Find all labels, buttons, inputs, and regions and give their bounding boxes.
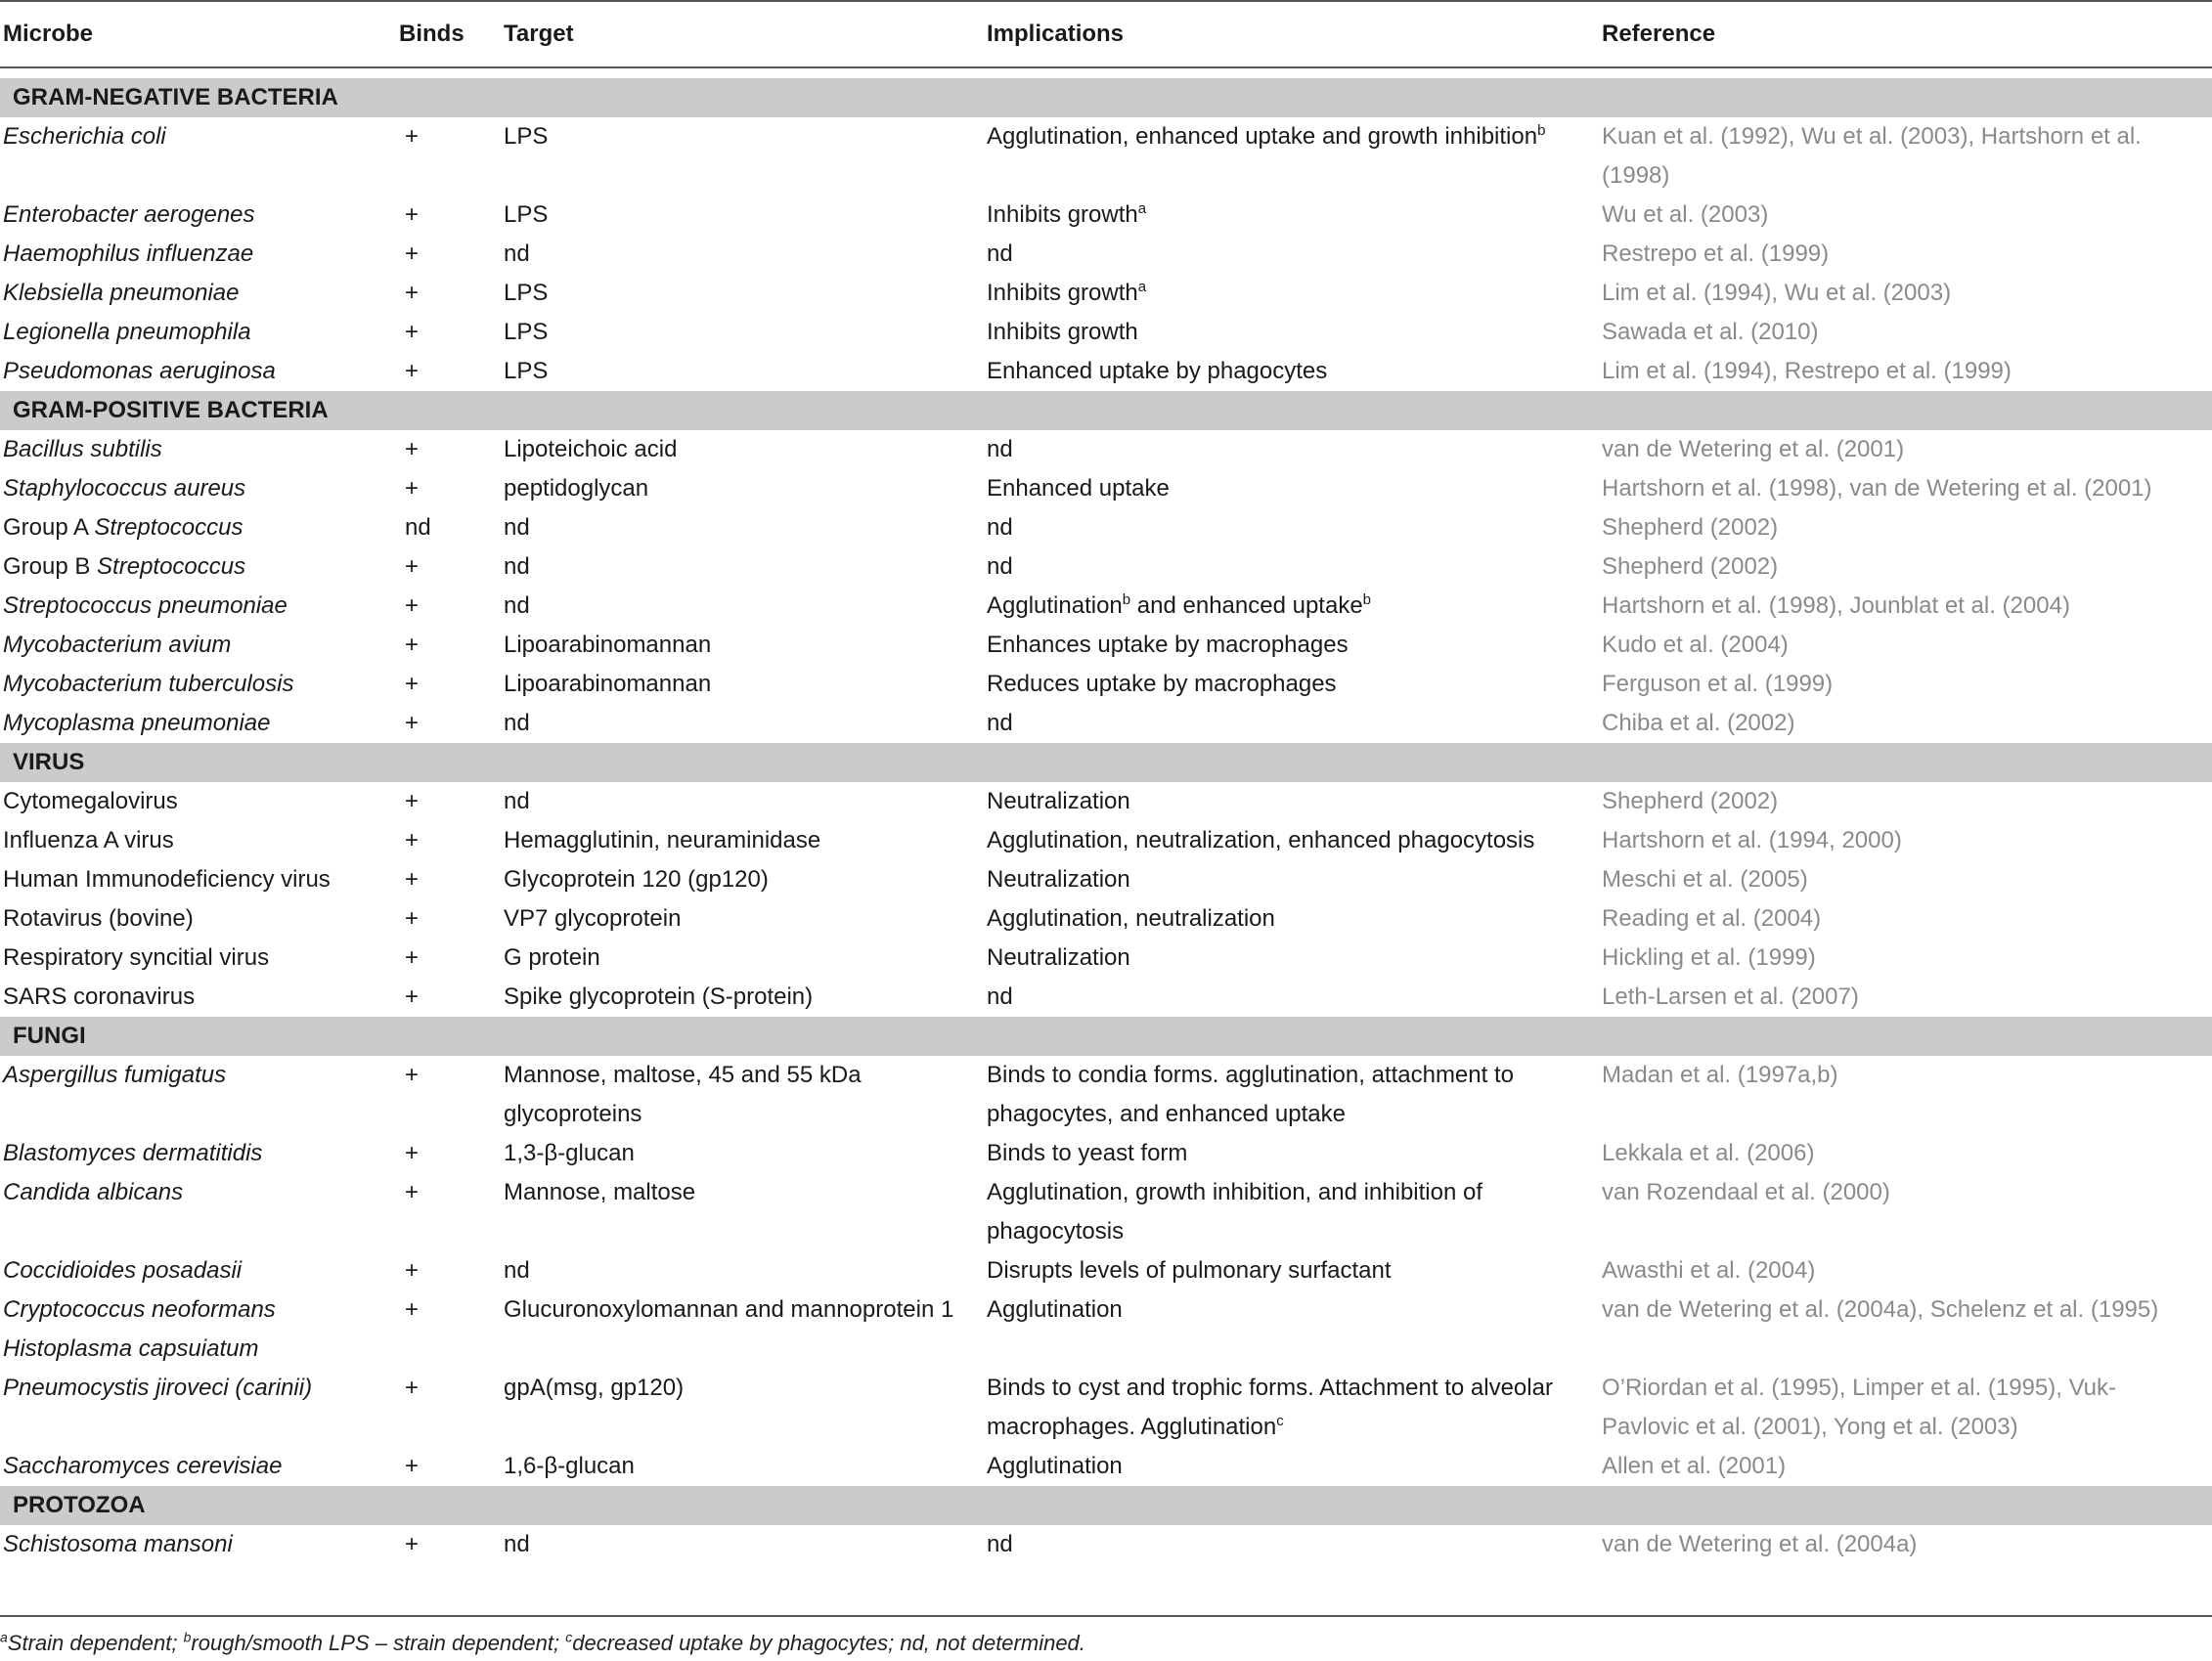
cell-binds: +: [405, 240, 420, 267]
table-row: [0, 1369, 2212, 1447]
section-title: PROTOZOA: [0, 1486, 2212, 1525]
cell-target: [504, 1173, 987, 1251]
italic-text: Bacillus subtilis: [3, 436, 162, 462]
cell-target: [504, 1369, 987, 1447]
cell-reference: Ferguson et al. (1999): [1602, 671, 1834, 697]
table-row: [0, 939, 2212, 978]
footnote-marker: b: [1362, 591, 1372, 608]
cell-reference: O’Riordan et al. (1995), Limper et al. (1995), Vuk-Pavlovic et al. (2001), Yong et al. (2003): [1602, 1375, 2117, 1440]
cell-implications: [987, 117, 1602, 196]
cell-implications: [987, 1369, 1602, 1447]
text-run: Enhanced uptake: [987, 475, 1170, 502]
cell-implications: [987, 665, 1602, 704]
cell-target: [504, 704, 987, 743]
text-run: nd: [504, 592, 530, 619]
text-run: nd: [987, 436, 1013, 462]
cell-reference: Madan et al. (1997a,b): [1602, 1062, 1838, 1088]
cell-implications: [987, 704, 1602, 743]
text-run: Cytomegalovirus: [3, 788, 178, 814]
text-run: Agglutination: [987, 592, 1123, 619]
cell-reference: Hartshorn et al. (1994, 2000): [1602, 827, 1902, 853]
table-row: [0, 352, 2212, 391]
table-row: [0, 704, 2212, 743]
text-run: nd: [504, 788, 530, 814]
table-row: [0, 821, 2212, 860]
italic-text: Legionella pneumophila: [3, 319, 251, 345]
cell-target: [504, 821, 987, 860]
text-run: nd: [504, 710, 530, 736]
table-bottom-rule: [0, 1615, 2212, 1617]
table-header: [0, 1, 2212, 67]
text-run: peptidoglycan: [504, 475, 649, 502]
italic-text: Mycobacterium avium: [3, 632, 232, 658]
header-binds: Binds: [399, 1, 504, 67]
table-row: [0, 1290, 2212, 1369]
table-row: [0, 860, 2212, 899]
footnote-marker: c: [1276, 1413, 1284, 1429]
section-header-row: [0, 743, 2212, 782]
cell-microbe: [0, 899, 399, 939]
italic-text: Aspergillus fumigatus: [3, 1062, 227, 1088]
cell-binds: +: [405, 319, 420, 345]
text-run: Rotavirus (bovine): [3, 905, 194, 932]
cell-microbe: [0, 782, 399, 821]
section-header-row: [0, 78, 2212, 117]
cell-reference: Awasthi et al. (2004): [1602, 1257, 1816, 1284]
cell-implications: [987, 1447, 1602, 1486]
cell-reference: Kuan et al. (1992), Wu et al. (2003), Hartshorn et al. (1998): [1602, 123, 2142, 189]
text-run: Human Immunodeficiency virus: [3, 866, 331, 893]
cell-binds: +: [405, 553, 420, 580]
cell-implications: [987, 196, 1602, 235]
cell-microbe: [0, 196, 399, 235]
text-run: Lipoarabinomannan: [504, 632, 712, 658]
text-run: nd: [504, 514, 530, 541]
cell-microbe: [0, 860, 399, 899]
cell-microbe: [0, 1447, 399, 1486]
text-run: nd: [987, 983, 1013, 1010]
cell-implications: [987, 235, 1602, 274]
cell-implications: [987, 469, 1602, 508]
text-run: Inhibits growth: [987, 201, 1138, 228]
cell-microbe: [0, 665, 399, 704]
cell-reference: van Rozendaal et al. (2000): [1602, 1179, 1890, 1205]
text-run: Mannose, maltose, 45 and 55 kDa glycoproteins: [504, 1062, 862, 1127]
cell-reference: Wu et al. (2003): [1602, 201, 1769, 228]
cell-target: [504, 547, 987, 587]
cell-target: [504, 626, 987, 665]
table-row: [0, 547, 2212, 587]
cell-microbe: [0, 1251, 399, 1290]
text-run: Agglutination: [987, 1453, 1123, 1479]
table-row: [0, 1525, 2212, 1564]
text-run: Respiratory syncitial virus: [3, 944, 270, 971]
header-target: Target: [504, 1, 987, 67]
cell-implications: [987, 626, 1602, 665]
cell-implications: [987, 782, 1602, 821]
cell-implications: [987, 1251, 1602, 1290]
table-row: [0, 1251, 2212, 1290]
italic-text: Candida albicans: [3, 1179, 184, 1205]
header-implications: Implications: [987, 1, 1602, 67]
cell-microbe: [0, 1525, 399, 1564]
text-run: LPS: [504, 123, 549, 150]
cell-microbe: [0, 313, 399, 352]
cell-microbe: [0, 939, 399, 978]
cell-binds: +: [405, 866, 420, 893]
italic-text: Blastomyces dermatitidis: [3, 1140, 263, 1166]
cell-binds: +: [405, 632, 420, 658]
cell-microbe: [0, 587, 399, 626]
italic-text: Schistosoma mansoni: [3, 1531, 233, 1557]
cell-target: [504, 899, 987, 939]
cell-implications: [987, 352, 1602, 391]
cell-microbe: [0, 821, 399, 860]
cell-target: [504, 1447, 987, 1486]
cell-reference: Chiba et al. (2002): [1602, 710, 1795, 736]
cell-reference: Kudo et al. (2004): [1602, 632, 1789, 658]
cell-reference: Meschi et al. (2005): [1602, 866, 1808, 893]
cell-implications: [987, 1173, 1602, 1251]
cell-binds: +: [405, 944, 420, 971]
cell-target: [504, 469, 987, 508]
table-row: [0, 665, 2212, 704]
text-run: nd: [504, 553, 530, 580]
italic-text: Coccidioides posadasii: [3, 1257, 243, 1284]
text-run: nd: [504, 1531, 530, 1557]
cell-reference: van de Wetering et al. (2004a), Schelenz et al. (1995): [1602, 1296, 2159, 1323]
cell-target: [504, 860, 987, 899]
table-row: [0, 117, 2212, 196]
cell-binds: +: [405, 201, 420, 228]
table-row: [0, 1134, 2212, 1173]
table-row: [0, 782, 2212, 821]
cell-microbe: [0, 1173, 399, 1251]
cell-target: [504, 508, 987, 547]
cell-reference: Hickling et al. (1999): [1602, 944, 1816, 971]
text-run: LPS: [504, 319, 549, 345]
cell-target: [504, 235, 987, 274]
table-row: [0, 587, 2212, 626]
cell-binds: +: [405, 123, 420, 150]
cell-microbe: [0, 117, 399, 196]
text-run: Neutralization: [987, 788, 1130, 814]
text-run: Glucuronoxylomannan and mannoprotein 1: [504, 1296, 954, 1323]
cell-microbe: [0, 1290, 399, 1369]
cell-binds: +: [405, 592, 420, 619]
cell-microbe: [0, 1134, 399, 1173]
cell-reference: van de Wetering et al. (2001): [1602, 436, 1905, 462]
cell-implications: [987, 1056, 1602, 1134]
cell-binds: +: [405, 1375, 420, 1401]
text-run: Agglutination, neutralization: [987, 905, 1275, 932]
table-body: [0, 67, 2212, 1564]
text-run: SARS coronavirus: [3, 983, 196, 1010]
cell-implications: [987, 978, 1602, 1017]
cell-binds: +: [405, 788, 420, 814]
footnote-marker: b: [183, 1629, 192, 1645]
text-run: Agglutination, growth inhibition, and inhibition of phagocytosis: [987, 1179, 1483, 1245]
cell-binds: +: [405, 436, 420, 462]
cell-binds: +: [405, 358, 420, 384]
text-run: G protein: [504, 944, 600, 971]
table-row: [0, 1056, 2212, 1134]
cell-target: [504, 939, 987, 978]
cell-implications: [987, 1290, 1602, 1369]
text-run: Agglutination, neutralization, enhanced phagocytosis: [987, 827, 1535, 853]
table-row: [0, 469, 2212, 508]
text-run: Inhibits growth: [987, 280, 1138, 306]
cell-binds: +: [405, 280, 420, 306]
text-run: and enhanced uptake: [1130, 592, 1363, 619]
text-run: Binds to condia forms. agglutination, attachment to phagocytes, and enhanced uptake: [987, 1062, 1514, 1127]
cell-microbe: [0, 430, 399, 469]
section-title: GRAM-NEGATIVE BACTERIA: [0, 78, 2212, 117]
cell-target: [504, 587, 987, 626]
text-run: Glycoprotein 120 (gp120): [504, 866, 769, 893]
header-microbe: Microbe: [0, 1, 399, 67]
text-run: LPS: [504, 201, 549, 228]
footnote-marker: a: [0, 1629, 8, 1645]
cell-implications: [987, 274, 1602, 313]
section-title: GRAM-POSITIVE BACTERIA: [0, 391, 2212, 430]
section-title: FUNGI: [0, 1017, 2212, 1056]
cell-reference: van de Wetering et al. (2004a): [1602, 1531, 1918, 1557]
cell-binds: +: [405, 1453, 420, 1479]
table-row: [0, 508, 2212, 547]
table-row: [0, 1447, 2212, 1486]
italic-text: Pseudomonas aeruginosa: [3, 358, 276, 384]
cell-binds: +: [405, 1179, 420, 1205]
italic-text: Cryptococcus neoformans: [3, 1296, 276, 1323]
cell-microbe: [0, 469, 399, 508]
text-run: nd: [987, 710, 1013, 736]
cell-implications: [987, 1525, 1602, 1564]
cell-target: [504, 978, 987, 1017]
text-run: Enhanced uptake by phagocytes: [987, 358, 1328, 384]
text-run: rough/smooth LPS – strain dependent;: [191, 1631, 566, 1655]
text-run: 1,6-β-glucan: [504, 1453, 635, 1479]
italic-text: Staphylococcus aureus: [3, 475, 246, 502]
cell-binds: +: [405, 905, 420, 932]
italic-text: Streptococcus pneumoniae: [3, 592, 288, 619]
text-run: Reduces uptake by macrophages: [987, 671, 1337, 697]
cell-binds: +: [405, 1257, 420, 1284]
cell-microbe: [0, 978, 399, 1017]
italic-text: Streptococcus: [94, 514, 243, 541]
text-run: Inhibits growth: [987, 319, 1138, 345]
cell-binds: +: [405, 475, 420, 502]
table-row: [0, 313, 2212, 352]
cell-reference: Allen et al. (2001): [1602, 1453, 1787, 1479]
italic-text: Mycobacterium tuberculosis: [3, 671, 294, 697]
text-run: Strain dependent;: [7, 1631, 184, 1655]
table-row: [0, 274, 2212, 313]
cell-reference: Hartshorn et al. (1998), van de Wetering et al. (2001): [1602, 475, 2152, 502]
cell-binds: +: [405, 671, 420, 697]
text-run: nd: [987, 553, 1013, 580]
footnote-marker: b: [1537, 122, 1546, 139]
italic-text: Mycoplasma pneumoniae: [3, 710, 271, 736]
cell-reference: Shepherd (2002): [1602, 514, 1779, 541]
cell-reference: Hartshorn et al. (1998), Jounblat et al. (2004): [1602, 592, 2070, 619]
cell-binds: +: [405, 1062, 420, 1088]
text-run: Influenza A virus: [3, 827, 174, 853]
cell-reference: Lim et al. (1994), Restrepo et al. (1999): [1602, 358, 2012, 384]
cell-reference: Sawada et al. (2010): [1602, 319, 1819, 345]
cell-implications: [987, 939, 1602, 978]
text-run: Hemagglutinin, neuraminidase: [504, 827, 821, 853]
text-run: VP7 glycoprotein: [504, 905, 682, 932]
spacer-row: [0, 67, 2212, 78]
cell-target: [504, 430, 987, 469]
cell-target: [504, 1290, 987, 1369]
cell-target: [504, 1525, 987, 1564]
cell-reference: Restrepo et al. (1999): [1602, 240, 1830, 267]
cell-microbe: [0, 352, 399, 391]
cell-binds: nd: [405, 514, 431, 541]
footnote-marker: a: [1137, 200, 1147, 217]
header-reference: Reference: [1602, 1, 2212, 67]
text-run: LPS: [504, 358, 549, 384]
table-row: [0, 1173, 2212, 1251]
section-header-row: [0, 1017, 2212, 1056]
text-run: Mannose, maltose: [504, 1179, 696, 1205]
cell-microbe: [0, 547, 399, 587]
cell-implications: [987, 821, 1602, 860]
cell-reference: Lim et al. (1994), Wu et al. (2003): [1602, 280, 1952, 306]
cell-microbe: [0, 704, 399, 743]
cell-binds: +: [405, 1531, 420, 1557]
text-run: Group A: [3, 514, 95, 541]
cell-microbe: [0, 1369, 399, 1447]
cell-target: [504, 352, 987, 391]
text-run: nd: [987, 1531, 1013, 1557]
text-run: nd: [504, 240, 530, 267]
cell-reference: Lekkala et al. (2006): [1602, 1140, 1815, 1166]
text-run: LPS: [504, 280, 549, 306]
cell-microbe: [0, 274, 399, 313]
text-run: Lipoarabinomannan: [504, 671, 712, 697]
cell-target: [504, 117, 987, 196]
section-header-row: [0, 1486, 2212, 1525]
cell-target: [504, 1056, 987, 1134]
text-run: Enhances uptake by macrophages: [987, 632, 1349, 658]
cell-target: [504, 665, 987, 704]
section-title: VIRUS: [0, 743, 2212, 782]
italic-text: Haemophilus influenzae: [3, 240, 254, 267]
text-run: Lipoteichoic acid: [504, 436, 678, 462]
italic-text: Streptococcus: [97, 553, 246, 580]
table-row: [0, 899, 2212, 939]
table-row: [0, 626, 2212, 665]
table-row: [0, 430, 2212, 469]
cell-target: [504, 274, 987, 313]
text-run: nd: [987, 240, 1013, 267]
text-run: Group B: [3, 553, 98, 580]
cell-target: [504, 196, 987, 235]
text-run: Spike glycoprotein (S-protein): [504, 983, 814, 1010]
cell-reference: Reading et al. (2004): [1602, 905, 1822, 932]
text-run: Agglutination: [987, 1296, 1123, 1323]
text-run: gpA(msg, gp120): [504, 1375, 685, 1401]
cell-implications: [987, 587, 1602, 626]
text-run: Neutralization: [987, 866, 1130, 893]
text-run: Disrupts levels of pulmonary surfactant: [987, 1257, 1392, 1284]
text-run: nd: [504, 1257, 530, 1284]
cell-implications: [987, 899, 1602, 939]
cell-reference: Shepherd (2002): [1602, 553, 1779, 580]
cell-binds: +: [405, 710, 420, 736]
italic-text: Pneumocystis jiroveci (carinii): [3, 1375, 313, 1401]
table-row: [0, 196, 2212, 235]
header-row: [0, 1, 2212, 67]
text-run: Binds to cyst and trophic forms. Attachment to alveolar macrophages. Agglutination: [987, 1375, 1553, 1440]
cell-binds: +: [405, 983, 420, 1010]
footnote-marker: c: [565, 1629, 573, 1645]
italic-text: Escherichia coli: [3, 123, 166, 150]
cell-implications: [987, 430, 1602, 469]
cell-implications: [987, 313, 1602, 352]
cell-binds: +: [405, 827, 420, 853]
footnote-marker: a: [1137, 279, 1147, 295]
italic-text: Saccharomyces cerevisiae: [3, 1453, 283, 1479]
italic-text: Klebsiella pneumoniae: [3, 280, 240, 306]
text-run: 1,3-β-glucan: [504, 1140, 635, 1166]
section-header-row: [0, 391, 2212, 430]
cell-microbe: [0, 626, 399, 665]
footnote-marker: b: [1122, 591, 1131, 608]
cell-implications: [987, 860, 1602, 899]
table-footnote: [0, 1631, 1085, 1656]
text-run: Neutralization: [987, 944, 1130, 971]
italic-text: Enterobacter aerogenes: [3, 201, 255, 228]
cell-reference: Shepherd (2002): [1602, 788, 1779, 814]
cell-reference: Leth-Larsen et al. (2007): [1602, 983, 1859, 1010]
cell-target: [504, 1251, 987, 1290]
text-run: decreased uptake by phagocytes; nd, not determined.: [572, 1631, 1085, 1655]
cell-implications: [987, 1134, 1602, 1173]
cell-binds: +: [405, 1140, 420, 1166]
text-run: nd: [987, 514, 1013, 541]
table-row: [0, 235, 2212, 274]
text-run: Binds to yeast form: [987, 1140, 1188, 1166]
cell-target: [504, 1134, 987, 1173]
text-run: Agglutination, enhanced uptake and growth inhibition: [987, 123, 1538, 150]
cell-microbe: [0, 235, 399, 274]
cell-implications: [987, 547, 1602, 587]
italic-text: Histoplasma capsuiatum: [3, 1335, 259, 1362]
cell-target: [504, 782, 987, 821]
cell-microbe: [0, 1056, 399, 1134]
cell-binds: +: [405, 1296, 420, 1323]
cell-implications: [987, 508, 1602, 547]
table-row: [0, 978, 2212, 1017]
cell-microbe: [0, 508, 399, 547]
cell-target: [504, 313, 987, 352]
